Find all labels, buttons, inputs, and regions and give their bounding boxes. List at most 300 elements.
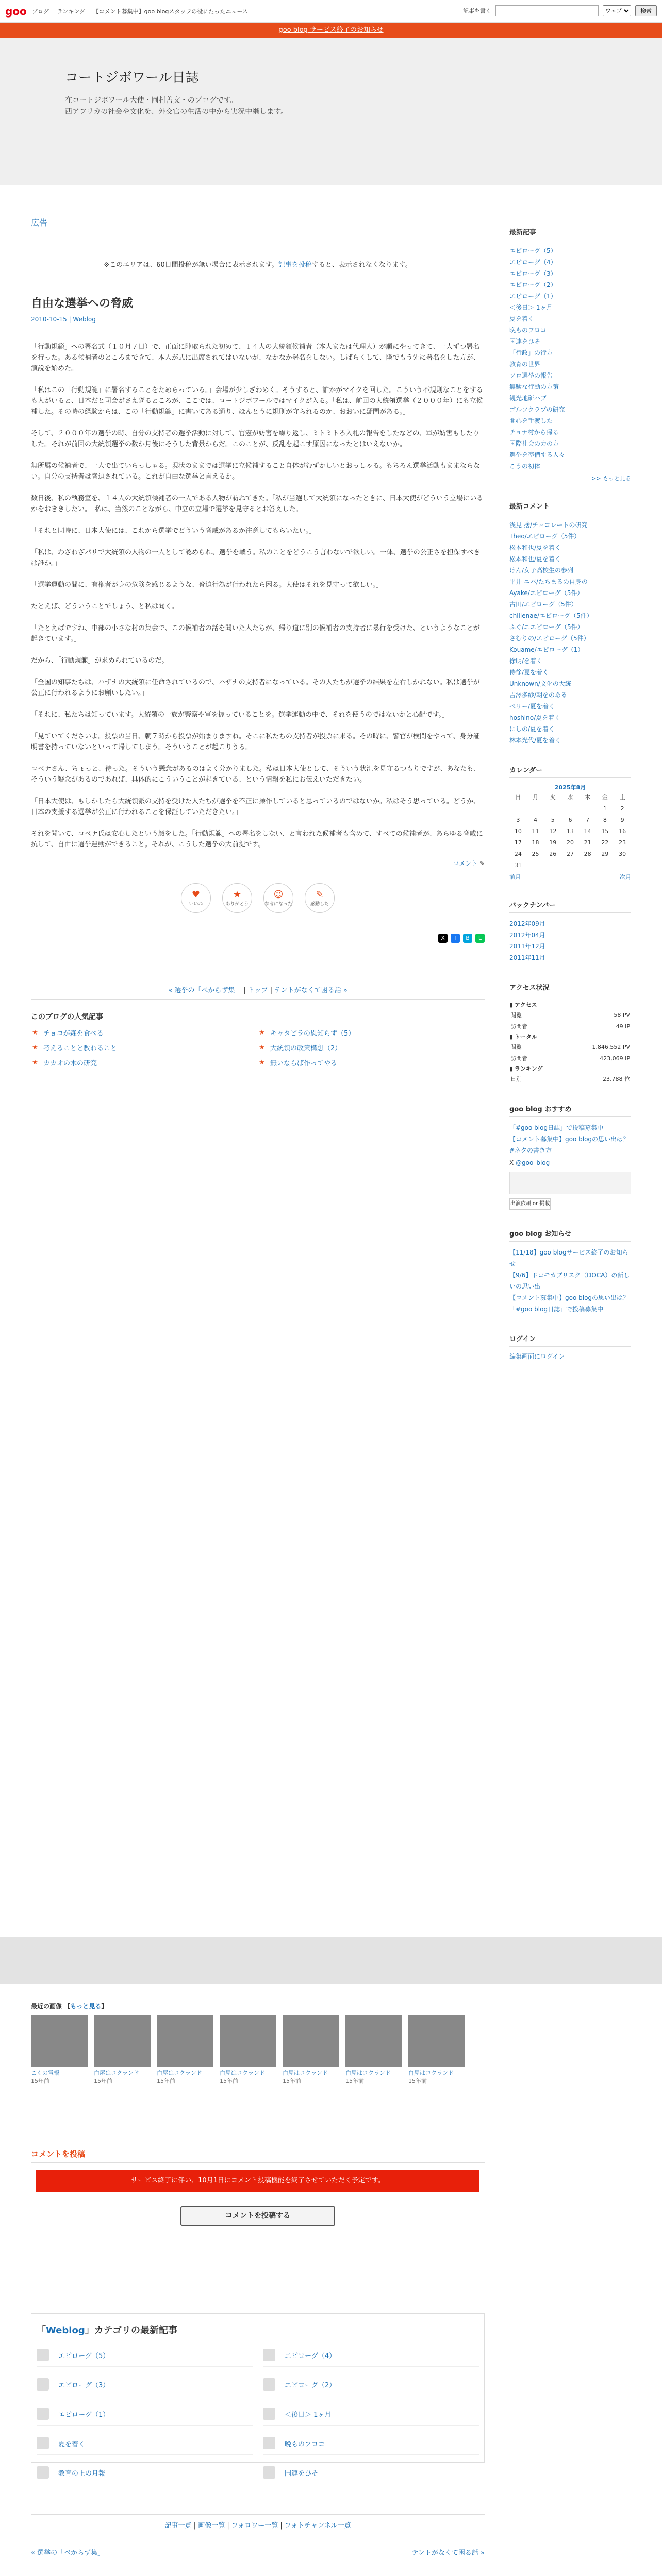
login-link[interactable]: 編集画面にログイン — [509, 1353, 565, 1360]
category-item[interactable] — [263, 2378, 479, 2396]
sidebar-comment-item[interactable] — [509, 621, 631, 633]
sidebar-comment-item-link[interactable]: Unknown/文化の大統 — [509, 680, 571, 687]
sidebar-comment-item[interactable] — [509, 701, 631, 712]
global-link-ranking[interactable]: ランキング — [57, 8, 86, 15]
thumb-image[interactable] — [283, 2015, 339, 2067]
post-thumb-icon — [37, 2349, 49, 2361]
footer-link[interactable]: フォトチャンネル一覧 — [284, 2522, 351, 2530]
category-item-link[interactable]: 夏を着く — [58, 2440, 86, 2448]
calendar-day[interactable]: 14 — [584, 827, 591, 835]
access-label: ▮ アクセス — [509, 1002, 537, 1008]
service-end-banner — [0, 23, 662, 38]
cat-title-name[interactable]: Weblog — [46, 2325, 85, 2336]
calendar-day — [597, 859, 614, 871]
osusume-item-link[interactable]: #ネタの書き方 — [509, 1147, 552, 1154]
sidebar-recent-item-link[interactable]: 国連をひそ — [509, 338, 541, 345]
category-item-link[interactable]: 教育の上の月報 — [58, 2469, 106, 2478]
blog-header — [0, 38, 662, 185]
comment-count-link[interactable]: コメント ✎ — [453, 860, 485, 867]
blog-title[interactable]: コートジボワール日誌 — [65, 70, 199, 86]
popular-posts — [31, 1011, 485, 1067]
osusume-item[interactable] — [509, 1133, 631, 1145]
category-item[interactable] — [37, 2437, 253, 2455]
thumb-date: 15年前 — [283, 2078, 301, 2084]
sidebar-recent-item[interactable] — [509, 438, 631, 449]
sidebar-recent-item-link[interactable]: エピローグ（5） — [509, 247, 557, 255]
reaction-buttons — [31, 883, 485, 913]
calendar-day[interactable]: 6 — [568, 816, 572, 823]
sidebar-news — [509, 1228, 631, 1315]
bottom-prev-link[interactable]: « 選挙の「べからず集」 — [31, 2549, 105, 2557]
thumb-caption[interactable]: 白屋はコクランド — [345, 2070, 391, 2076]
thumb-item[interactable] — [220, 2015, 276, 2085]
search-button[interactable]: 検索 — [635, 5, 657, 16]
blog-desc-line2: 西アフリカの社会や文化を、外交官の生活の中から実況中継します。 — [65, 108, 288, 116]
comment-end-warning[interactable]: サービス終了に伴い、10月1日にコメント投稿機能を終了させていただく予定です。 — [36, 2170, 479, 2192]
category-item-link[interactable]: 晩ものフロコ — [285, 2440, 325, 2448]
sidebar-recent-item[interactable] — [509, 268, 631, 279]
x-share-icon[interactable]: X — [438, 934, 448, 943]
thumb-caption[interactable]: 白屋はコクランド — [157, 2070, 202, 2076]
post-category[interactable]: Weblog — [73, 316, 96, 323]
sidebar-comment-item-link[interactable]: Theo/エピローグ（5件） — [509, 533, 581, 540]
popular-post-link[interactable]: 考えることと教わること — [43, 1045, 118, 1053]
access-key: 閲覧 — [510, 1044, 522, 1050]
calendar-day[interactable]: 1 — [603, 805, 607, 812]
backnumber-item[interactable] — [509, 941, 631, 952]
category-item-link[interactable]: ＜後日＞ 1ヶ月 — [285, 2411, 332, 2419]
category-latest-title — [37, 2323, 479, 2336]
sidebar-recent-item-link[interactable]: エピローグ（1） — [509, 293, 557, 300]
sidebar-comment-item[interactable] — [509, 610, 631, 621]
calendar-day[interactable]: 8 — [603, 816, 607, 823]
follow-x[interactable]: X @goo_blog — [509, 1159, 550, 1166]
category-item[interactable] — [37, 2466, 253, 2484]
bottom-nav — [31, 2547, 485, 2557]
news-item-link[interactable]: 【コメント募集中】goo blogの思い出は？ — [509, 1294, 630, 1301]
thumb-image[interactable] — [94, 2015, 151, 2067]
sidebar-recent-item-link[interactable]: こうの初体 — [509, 463, 541, 470]
news-item-link[interactable]: 【11/18】goo blogサービス終了のお知らせ — [509, 1249, 628, 1267]
sidebar-recent-item-link[interactable]: 無駄な行動の方策 — [509, 383, 559, 391]
calendar-day[interactable]: 24 — [514, 850, 522, 857]
global-link-blog[interactable]: ブログ — [32, 8, 49, 15]
osusume-list — [509, 1122, 631, 1156]
category-item-link[interactable]: エピローグ（1） — [58, 2411, 110, 2419]
sidebar-comments-list — [509, 519, 631, 746]
reaction-button[interactable] — [222, 883, 252, 913]
post-paragraph: 「見ていてくださいよ。投票の当日、朝７時から投票が始まりますね。そこに私たちの支持者が投票に来る。その時に、警官が検問をやって、身分証明書を持っていないといって帰してしまう。そういうことが起こりうる。」 — [31, 733, 480, 751]
sidebar-comment-item[interactable] — [509, 587, 631, 599]
sidebar-comment-item-link[interactable]: 侍徐/夏を着く — [509, 669, 549, 676]
category-item[interactable] — [263, 2466, 479, 2484]
popular-post-link[interactable]: 無いならば作ってやる — [270, 1060, 338, 1067]
star-icon: ★ — [32, 1028, 38, 1037]
calendar-day — [579, 859, 597, 871]
post-title[interactable]: 自由な選挙への脅威 — [31, 297, 134, 310]
sidebar-comment-item-link[interactable]: Kouame/エピローグ（1） — [509, 646, 584, 653]
sidebar-recent-item-link[interactable]: 選挙を準備する人々 — [509, 451, 566, 459]
sidebar-banner[interactable] — [509, 1172, 631, 1194]
sidebar-comment-item[interactable] — [509, 723, 631, 735]
service-end-link[interactable]: goo blog サービス終了のお知らせ — [278, 26, 384, 34]
popular-post-item[interactable] — [31, 1058, 258, 1067]
footer-link[interactable]: 記事一覧 — [164, 2522, 192, 2530]
post-paragraph: 「それと同時に、日本大使には、これから選挙でどういう脅威があるか注意してもらいたい。」 — [31, 527, 316, 535]
thumb-date: 15年前 — [220, 2078, 238, 2084]
sidebar-recent-item-link[interactable]: ソロ選挙の報告 — [509, 372, 553, 379]
category-item-link[interactable]: エピローグ（2） — [285, 2381, 336, 2389]
sidebar-comment-item-link[interactable]: chillenae/エピローグ（5件） — [509, 612, 593, 619]
reaction-label: ありがとう — [225, 902, 249, 907]
access-value: 49 IP — [616, 1023, 630, 1030]
post-paragraph: 数日後、私の執務室を、１４人の大統領候補者の一人である人物が訪ねてきた。「私が当選して大統領になったときに、日本大使がどういう立場にいるかをおききしたい。」私は、当然のことながら、中立の立場で選挙を見守るとお答えした。 — [31, 495, 484, 513]
sidebar-comment-item[interactable] — [509, 667, 631, 678]
sidebar-comment-item-link[interactable]: 徐明/を着く — [509, 657, 543, 665]
sidebar-recent-item[interactable] — [509, 381, 631, 393]
backnumber-item[interactable] — [509, 929, 631, 941]
thumb-item[interactable] — [345, 2015, 402, 2085]
sidebar-recent-item-link[interactable]: 教育の世界 — [509, 361, 541, 368]
sidebar-recent-item-link[interactable]: ゴルフクラブの研究 — [509, 406, 565, 413]
reaction-button[interactable] — [181, 883, 211, 913]
calendar-day[interactable]: 22 — [601, 839, 609, 846]
prev-post-link[interactable]: « 選挙の「べからず集」 — [168, 987, 242, 994]
sidebar-comment-item-link[interactable]: さむりの/エピローグ（5件） — [509, 635, 590, 642]
calendar-day[interactable]: 4 — [534, 816, 538, 823]
sidebar-recent-item[interactable] — [509, 347, 631, 359]
calendar-day[interactable]: 9 — [620, 816, 624, 823]
news-item[interactable] — [509, 1247, 631, 1269]
news-item[interactable] — [509, 1292, 631, 1303]
calendar-day[interactable]: 10 — [514, 827, 522, 835]
reaction-button[interactable] — [305, 883, 335, 913]
calendar-day[interactable]: 23 — [619, 839, 626, 846]
sidebar-comment-item[interactable] — [509, 519, 631, 531]
calendar-day[interactable]: 3 — [516, 816, 520, 823]
global-links — [32, 7, 254, 15]
sidebar-recent-item-link[interactable]: 夏を着く — [509, 315, 535, 323]
calendar-day[interactable]: 15 — [601, 827, 609, 835]
backnumber-item-link[interactable]: 2012年04月 — [509, 931, 545, 939]
goo-logo[interactable]: goo — [5, 5, 27, 18]
sidebar-recent-item-link[interactable]: エピローグ（2） — [509, 281, 557, 289]
category-item[interactable] — [263, 2408, 479, 2426]
sidebar-comment-item[interactable] — [509, 531, 631, 542]
calendar-day[interactable]: 16 — [619, 827, 626, 835]
calendar-day[interactable]: 25 — [532, 850, 539, 857]
sidebar-recent-item[interactable] — [509, 427, 631, 438]
sidebar-comment-item[interactable] — [509, 576, 631, 587]
calendar-day[interactable]: 2 — [620, 805, 624, 812]
star-icon: ★ — [259, 1043, 265, 1052]
news-item-link[interactable]: 【9/6】ドコモカブリスク（DOCA）の新しいの思い出 — [509, 1272, 630, 1290]
sidebar-login — [509, 1333, 631, 1361]
thumb-caption[interactable]: 白屋はコクランド — [94, 2070, 139, 2076]
write-post-link[interactable]: 記事を書く — [463, 8, 491, 14]
hatena-share-icon[interactable]: B — [463, 934, 472, 943]
osusume-item-link[interactable]: 「#goo blog日誌」で投稿募集中 — [509, 1124, 604, 1131]
sidebar-recent-item-link[interactable]: 開心を手渡した — [509, 417, 553, 425]
news-item-link[interactable]: 「#goo blog日誌」で投稿募集中 — [509, 1306, 604, 1313]
overlay-band — [0, 1937, 662, 1984]
total-label-text: トータル — [514, 1033, 537, 1040]
post-thumb-icon — [37, 2408, 49, 2420]
sidebar-recent-item[interactable] — [509, 370, 631, 381]
calendar-day[interactable]: 5 — [551, 816, 555, 823]
thumb-caption[interactable]: 白屋はコクランド — [283, 2070, 328, 2076]
top-link[interactable]: トップ — [248, 987, 268, 994]
calendar-day[interactable]: 17 — [514, 839, 522, 846]
recent-images-more[interactable]: もっと見る — [70, 2003, 102, 2010]
sidebar-comment-item[interactable] — [509, 689, 631, 701]
thumb-image[interactable] — [220, 2015, 276, 2067]
calendar-weekday: 金 — [602, 794, 608, 801]
calendar-day — [544, 803, 561, 814]
category-item-link[interactable]: エピローグ（3） — [58, 2381, 110, 2389]
popular-post-item[interactable] — [258, 1058, 485, 1067]
category-item[interactable] — [37, 2349, 253, 2367]
goo-notice-box[interactable]: 出演依頼 or 掲載 — [509, 1198, 551, 1210]
sidebar-recent-item[interactable] — [509, 257, 631, 268]
calendar-day[interactable]: 20 — [566, 839, 574, 846]
notice-post-link[interactable]: 記事を投稿 — [278, 261, 312, 269]
category-item[interactable] — [37, 2408, 253, 2426]
sidebar-comment-item-link[interactable]: けん/女子高校生の参列 — [509, 567, 574, 574]
sidebar-comment-item-link[interactable]: にしの/夏を着く — [509, 725, 555, 733]
post-thumb-icon — [37, 2378, 49, 2391]
osusume-item-link[interactable]: 【コメント募集中】goo blogの思い出は？ — [509, 1136, 630, 1143]
sidebar-comment-item-link[interactable]: 松本和也/夏を着く — [509, 544, 561, 551]
sidebar-comment-item-link[interactable]: 平井 ニバ/たちまるの自身の — [509, 578, 588, 585]
calendar-day[interactable]: 31 — [514, 861, 522, 869]
sidebar-recent-list — [509, 245, 631, 472]
sidebar-recent-item[interactable] — [509, 302, 631, 313]
sidebar-comment-item[interactable] — [509, 678, 631, 689]
sidebar-recent-item-link[interactable]: エピローグ（3） — [509, 270, 557, 277]
sidebar-recent-item-link[interactable]: 「行政」の行方 — [509, 349, 553, 357]
sidebar-comment-item-link[interactable]: 林本光代/夏を着く — [509, 737, 561, 744]
calendar-day[interactable]: 19 — [549, 839, 557, 846]
category-item[interactable] — [37, 2378, 253, 2396]
post-thumb-icon — [263, 2437, 275, 2449]
sidebar-recent-item[interactable] — [509, 279, 631, 291]
access-key: 訪問者 — [510, 1055, 527, 1062]
post-thumb-icon — [37, 2466, 49, 2479]
popular-posts-grid — [31, 1028, 485, 1067]
calendar-day[interactable]: 21 — [584, 839, 591, 846]
popular-post-link[interactable]: キャタピラの恩知らず（5） — [270, 1030, 355, 1038]
category-item[interactable] — [263, 2349, 479, 2367]
thumb-item[interactable] — [408, 2015, 465, 2085]
sidebar-comment-item-link[interactable]: ふぐ/ニエピローグ（5件） — [509, 623, 584, 631]
search-input[interactable] — [495, 5, 599, 16]
popular-post-item[interactable] — [258, 1028, 485, 1038]
sidebar-recent-item-link[interactable]: 国際社会の力の方 — [509, 440, 559, 447]
sidebar-recent-item[interactable] — [509, 404, 631, 415]
sidebar-comment-item[interactable] — [509, 633, 631, 644]
footer-link[interactable]: フォロワー一覧 — [231, 2522, 278, 2530]
thumb-image[interactable] — [408, 2015, 465, 2067]
thumb-item[interactable] — [31, 2015, 88, 2085]
popular-post-link[interactable]: チョコが森を食べる — [43, 1030, 104, 1038]
backnumber-item-link[interactable]: 2011年12月 — [509, 943, 545, 950]
footer-link[interactable]: 画像一覧 — [198, 2522, 225, 2530]
post-meta: 2010-10-15 | Weblog — [31, 316, 96, 323]
sidebar-comment-item-link[interactable]: 吉澤多紗/朝をのある — [509, 691, 568, 699]
thumb-image[interactable] — [31, 2015, 88, 2067]
calendar-day[interactable]: 29 — [601, 850, 609, 857]
thumb-caption[interactable]: 白屋はコクランド — [408, 2070, 454, 2076]
thumb-item[interactable] — [94, 2015, 151, 2085]
thumb-date: 15年前 — [157, 2078, 175, 2084]
calendar-day[interactable]: 28 — [584, 850, 591, 857]
calendar-day[interactable]: 11 — [532, 827, 539, 835]
sidebar-recent-item[interactable] — [509, 449, 631, 461]
news-item[interactable] — [509, 1269, 631, 1292]
reaction-button[interactable] — [263, 883, 293, 913]
sidebar-recent — [509, 227, 631, 482]
calendar-day[interactable]: 7 — [586, 816, 590, 823]
sidebar-comment-item-link[interactable]: べリー/夏を着く — [509, 703, 555, 710]
sidebar-recent-item[interactable] — [509, 313, 631, 325]
calendar-day[interactable]: 26 — [549, 850, 557, 857]
share-buttons — [31, 934, 485, 943]
blog-desc-line1: 在コートジボワール大使・岡村善文・のブログです。 — [65, 96, 238, 105]
post-paragraph: 「日本大使は、もしかしたら大統領派の支持を受けた人たちが選挙を不正に操作していると思っているのではないか。私はそう思っている。どうか、日本の支援する選挙が公正に行われることを保証していただきたい。」 — [31, 798, 481, 816]
sidebar-recent-item[interactable] — [509, 291, 631, 302]
sidebar-recent-more[interactable]: >> もっと見る — [591, 475, 631, 482]
sidebar-comment-item[interactable] — [509, 655, 631, 667]
sidebar-comment-item[interactable] — [509, 599, 631, 610]
sidebar-recent-item[interactable] — [509, 359, 631, 370]
post-comment-section — [31, 2148, 485, 2226]
thumb-caption[interactable]: 白屋はコクランド — [220, 2070, 265, 2076]
sidebar-comment-item-link[interactable]: 浅見 捨/チョコレートの研究 — [509, 521, 588, 529]
sidebar-comment-item-link[interactable]: hoshino/夏を着く — [509, 714, 561, 721]
osusume-item[interactable] — [509, 1145, 631, 1156]
sidebar-comment-item[interactable] — [509, 542, 631, 553]
sidebar-recent-item-link[interactable]: 晩ものフロコ — [509, 327, 547, 334]
recent-images-label: 最近の画像 — [31, 2003, 62, 2010]
popular-post-link[interactable]: カカオの木の研究 — [43, 1060, 97, 1067]
thumb-image[interactable] — [345, 2015, 402, 2067]
post-comment-button[interactable]: コメントを投稿する — [180, 2206, 335, 2226]
category-item-link[interactable]: 国連をひそ — [285, 2469, 319, 2478]
calendar-day[interactable]: 18 — [532, 839, 539, 846]
sidebar-recent-item[interactable] — [509, 336, 631, 347]
sidebar-comments — [509, 501, 631, 746]
follow-x-label[interactable]: @goo_blog — [516, 1159, 550, 1166]
backnumber-item-link[interactable]: 2011年11月 — [509, 954, 545, 961]
sidebar-comments-title: 最新コメント — [509, 501, 631, 514]
notice-text: ※このエリアは、60日間投稿が無い場合に表示されます。 — [104, 261, 278, 269]
star-icon: ★ — [32, 1058, 38, 1066]
sidebar-recent-item-link[interactable]: ＜後日＞ 1ヶ月 — [509, 304, 553, 311]
thumb-item[interactable] — [283, 2015, 339, 2085]
category-item-link[interactable]: エピローグ（5） — [58, 2352, 110, 2360]
popular-post-item[interactable] — [31, 1028, 258, 1038]
sidebar-osusume — [509, 1104, 631, 1210]
backnumber-item[interactable] — [509, 918, 631, 929]
calendar-day[interactable]: 30 — [619, 850, 626, 857]
osusume-item[interactable] — [509, 1122, 631, 1133]
comment-link-label[interactable]: コメント — [453, 860, 478, 867]
star-icon: ★ — [259, 1058, 265, 1066]
popular-post-item[interactable] — [31, 1043, 258, 1053]
sidebar-access-title: アクセス状況 — [509, 982, 631, 995]
line-share-icon[interactable]: L — [475, 934, 485, 943]
sidebar-recent-item-link[interactable]: チョナ村から帰る — [509, 429, 559, 436]
category-item-link[interactable]: エピローグ（4） — [285, 2352, 336, 2360]
sidebar-recent-item[interactable] — [509, 245, 631, 257]
sidebar-comment-item[interactable] — [509, 712, 631, 723]
sidebar-comment-item-link[interactable]: 古田/エピローグ（5件） — [509, 601, 577, 608]
sidebar-recent-title: 最新記事 — [509, 227, 631, 240]
calendar-next[interactable]: 次月 — [620, 874, 631, 880]
bottom-next-link[interactable]: テントがなくて困る話 » — [411, 2549, 485, 2557]
sidebar-comment-item[interactable] — [509, 553, 631, 565]
popular-post-link[interactable]: 大統領の政策構想（2） — [270, 1045, 342, 1053]
access-today — [509, 1009, 631, 1032]
sidebar-recent-item-link[interactable]: エピローグ（4） — [509, 259, 557, 266]
sidebar-comment-item-link[interactable]: 松本和也/夏を着く — [509, 555, 561, 563]
sidebar-recent-item-link[interactable]: 観光地研ハブ — [509, 395, 547, 402]
sidebar-comment-item[interactable] — [509, 735, 631, 746]
news-item[interactable] — [509, 1303, 631, 1315]
thumb-caption[interactable]: こくの電報 — [31, 2070, 59, 2076]
sidebar-comment-item-link[interactable]: Ayake/エピローグ（5件） — [509, 589, 584, 597]
facebook-share-icon[interactable]: f — [451, 934, 460, 943]
next-post-link[interactable]: テントがなくて困る話 » — [274, 987, 347, 994]
cat-title-open: 「 — [37, 2325, 46, 2336]
post-body — [31, 342, 485, 850]
category-item[interactable] — [263, 2437, 479, 2455]
access-key: 閲覧 — [510, 1012, 522, 1019]
backnumber-item[interactable] — [509, 952, 631, 963]
reaction-icon: ✎ — [316, 889, 324, 900]
sidebar-recent-item[interactable] — [509, 461, 631, 472]
sidebar-recent-item[interactable] — [509, 415, 631, 427]
sidebar-recent-item[interactable] — [509, 325, 631, 336]
calendar-day[interactable]: 12 — [549, 827, 557, 835]
calendar-day[interactable]: 27 — [566, 850, 574, 857]
access-value: 1,846,552 PV — [592, 1043, 630, 1050]
post-paragraph: 「それに、私たちは知っています。大統領の一族が警察や軍を握っていることを。選挙運動の中で、それを使うのではないかと心配です。」 — [31, 711, 449, 719]
thumb-item[interactable] — [157, 2015, 213, 2085]
sidebar-comment-item[interactable] — [509, 644, 631, 655]
popular-post-item[interactable] — [258, 1043, 485, 1053]
calendar-day[interactable]: 13 — [566, 827, 574, 835]
calendar-weekday: 木 — [585, 794, 591, 801]
post-date[interactable]: 2010-10-15 — [31, 316, 67, 323]
total-label: ▮ トータル — [509, 1033, 537, 1040]
backnumber-item-link[interactable]: 2012年09月 — [509, 920, 545, 927]
global-link-news[interactable]: 【コメント募集中】goo blogスタッフの役にたったニュース — [93, 8, 248, 15]
calendar-prev[interactable]: 前月 — [509, 874, 521, 880]
thumb-image[interactable] — [157, 2015, 213, 2067]
search-scope-select[interactable] — [603, 5, 631, 16]
post-thumb-icon — [263, 2466, 275, 2479]
post-paragraph: それを聞いて、コベナ氏は安心したという顔をした。「行動規範」への署名をしない、と言われた候補者も含めて、すべての候補者が、あらゆる脅威に抗して、自由に選挙運動ができること。それが、こうした選挙の大前提です。 — [31, 830, 483, 849]
sidebar-backnumber-title: バックナンバー — [509, 900, 631, 913]
sidebar-comment-item[interactable] — [509, 565, 631, 576]
sidebar-recent-item[interactable] — [509, 393, 631, 404]
blog-description — [65, 95, 426, 117]
ad-label: 広告 — [31, 218, 48, 228]
main-column — [31, 216, 485, 1067]
post-thumb-icon — [37, 2437, 49, 2449]
